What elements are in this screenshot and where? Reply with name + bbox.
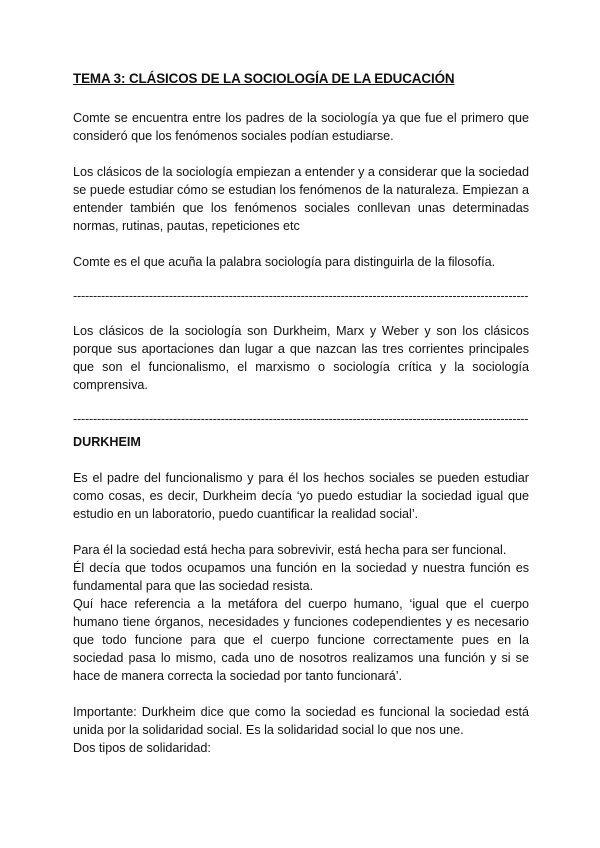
paragraph-classics-nature: Los clásicos de la sociología empiezan a entender y a considerar que la sociedad se puede estudiar cómo se estudian los fenómenos de la naturaleza. Empiezan a entender también que los fenómenos sociales conllevan unas determinadas normas, rutinas, pautas, repeticiones etc (73, 165, 529, 233)
paragraph-durkheim-survive: Para él la sociedad está hecha para sobrevivir, está hecha para ser funcional. (73, 543, 507, 557)
paragraph-solidarity-types: Dos tipos de solidaridad: (73, 741, 211, 755)
document-title: TEMA 3: CLÁSICOS DE LA SOCIOLOGÍA DE LA EDUCACIÓN (73, 71, 455, 86)
document-page (73, 70, 529, 757)
paragraph-comte-intro: Comte se encuentra entre los padres de la sociología ya que fue el primero que consideró que los fenómenos sociales podían estudiarse. (73, 111, 529, 143)
paragraph-durkheim-body-metaphor: Quí hace referencia a la metáfora del cuerpo humano, ‘igual que el cuerpo humano tiene órganos, necesidades y funciones codependientes y es necesario que todo funcione para que el cuerpo funcione correctamente pues en la sociedad pasa lo mismo, cada uno de nosotros realizamos una función y si se hace de manera correcta la sociedad por tanto funcionará’. (73, 597, 529, 683)
paragraph-comte-term: Comte es el que acuña la palabra sociología para distinguirla de la filosofía. (73, 255, 496, 269)
paragraph-durkheim-father: Es el padre del funcionalismo y para él los hechos sociales se pueden estudiar como cosas, es decir, Durkheim decía ‘yo puedo estudiar la sociedad igual que estudio en un laboratorio, puedo cuantificar la realidad social’. (73, 471, 529, 521)
paragraph-durkheim-function: Él decía que todos ocupamos una función en la sociedad y nuestra función es fundamental para que las sociedad resista. (73, 561, 529, 593)
paragraph-durkheim-solidarity: Importante: Durkheim dice que como la sociedad es funcional la sociedad está unida por la solidaridad social. Es la solidaridad social lo que nos une. (73, 705, 529, 737)
separator-line: ------------------------------------------------------------------------------------------------------------------ (73, 412, 529, 426)
separator-line: ------------------------------------------------------------------------------------------------------------------ (73, 289, 529, 303)
section-heading-durkheim: DURKHEIM (73, 435, 141, 449)
paragraph-classics-list: Los clásicos de la sociología son Durkheim, Marx y Weber y son los clásicos porque sus aportaciones dan lugar a que nazcan las tres corrientes principales que son el funcionalismo, el marxismo o sociología crítica y la sociología comprensiva. (73, 324, 529, 392)
